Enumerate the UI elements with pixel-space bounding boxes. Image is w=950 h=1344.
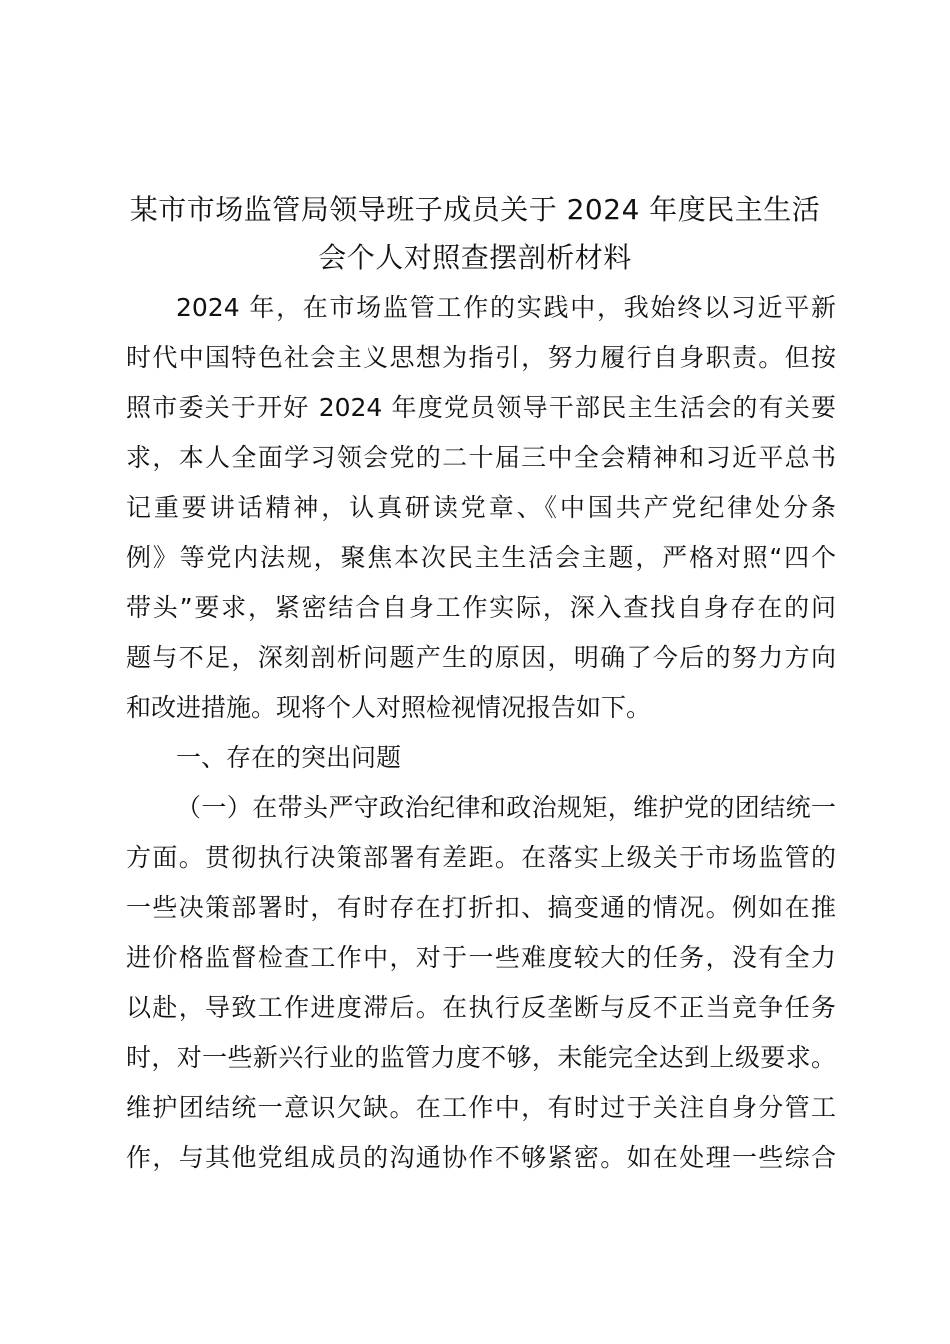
paragraph-issue-line: 时，对一些新兴行业的监管力度不够，未能完全达到上级要求。 [126,1043,836,1072]
paragraph-intro-line: 和改进措施。现将个人对照检视情况报告如下。 [126,693,652,722]
paragraph-issue-line: 进价格监督检查工作中，对于一些难度较大的任务，没有全力 [126,943,836,972]
title-line-2: 会个人对照查摆剖析材料 [318,241,632,274]
paragraph-issue-line: 以赴，导致工作进度滞后。在执行反垄断与反不正当竞争任务 [126,993,836,1022]
title-line-1: 某市市场监管局领导班子成员关于 2024 年度民主生活 [129,193,821,226]
document-title [120,186,830,282]
paragraph-intro-line: 时代中国特色社会主义思想为指引，努力履行自身职责。但按 [126,343,836,372]
paragraph-issue-line: 维护团结统一意识欠缺。在工作中，有时过于关注自身分管工 [126,1093,836,1122]
paragraph-intro-line: 题与不足，深刻剖析问题产生的原因，明确了今后的努力方向 [126,643,836,672]
paragraph-intro-line: 记重要讲话精神，认真研读党章、《中国共产党纪律处分条 [126,493,836,522]
paragraph-intro-line: 例》等党内法规，聚焦本次民主生活会主题，严格对照“四个 [126,543,836,572]
paragraph-intro-line: 求，本人全面学习领会党的二十届三中全会精神和习近平总书 [126,443,836,472]
paragraph-issue-line: 方面。贯彻执行决策部署有差距。在落实上级关于市场监管的 [126,843,836,872]
paragraph-intro-line: 照市委关于开好 2024 年度党员领导干部民主生活会的有关要 [126,393,836,422]
paragraph-issue-line: 一些决策部署时，有时存在打折扣、搞变通的情况。例如在推 [126,893,836,922]
paragraph-intro-line: 带头”要求，紧密结合自身工作实际，深入查找自身存在的问 [126,593,836,622]
paragraph-intro-line: 2024 年，在市场监管工作的实践中，我始终以习近平新 [176,293,836,322]
paragraph-issue-line: 作，与其他党组成员的沟通协作不够紧密。如在处理一些综合 [126,1143,836,1172]
document-body [126,283,836,1183]
section-heading: 一、存在的突出问题 [176,743,402,772]
paragraph-issue-line: （一）在带头严守政治纪律和政治规矩，维护党的团结统一 [176,793,836,822]
